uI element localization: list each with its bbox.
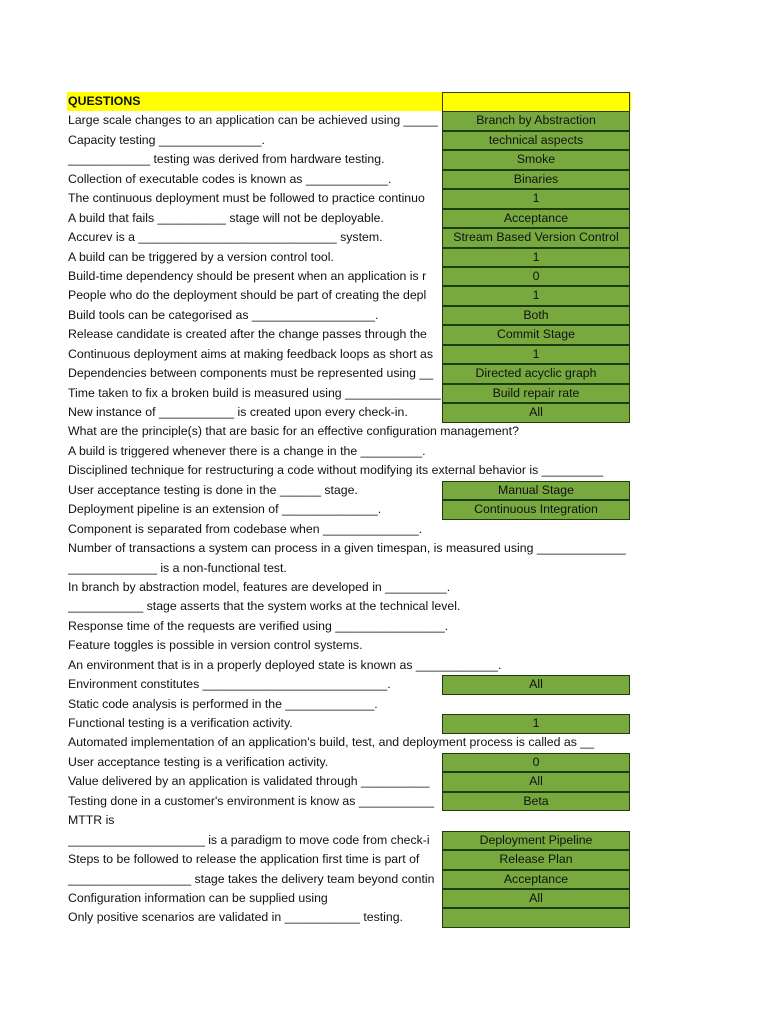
question-row bbox=[67, 384, 631, 403]
answer-cell[interactable]: Stream Based Version Control bbox=[442, 228, 630, 248]
answer-cell[interactable]: 0 bbox=[442, 267, 630, 287]
question-cell[interactable]: Testing done in a customer's environment is know as ___________ bbox=[68, 793, 435, 808]
answer-cell[interactable]: All bbox=[442, 889, 630, 909]
question-row bbox=[67, 695, 631, 714]
question-row bbox=[67, 131, 631, 150]
answer-cell[interactable]: Acceptance bbox=[442, 209, 630, 229]
answer-cell[interactable]: Branch by Abstraction bbox=[442, 111, 630, 131]
question-row bbox=[67, 228, 631, 247]
question-row bbox=[67, 597, 631, 616]
question-cell[interactable]: ____________ testing was derived from hardware testing. bbox=[68, 152, 385, 167]
question-cell[interactable]: A build is triggered whenever there is a change in the _________. bbox=[68, 443, 426, 458]
question-cell[interactable]: Capacity testing _______________. bbox=[68, 132, 265, 147]
question-row bbox=[67, 831, 631, 850]
question-row bbox=[67, 189, 631, 208]
answer-cell[interactable] bbox=[442, 908, 630, 928]
question-row bbox=[67, 559, 631, 578]
question-cell[interactable]: User acceptance testing is done in the ______ stage. bbox=[68, 482, 358, 497]
question-row bbox=[67, 753, 631, 772]
question-cell[interactable]: Response time of the requests are verified using ________________. bbox=[68, 618, 449, 633]
question-row bbox=[67, 636, 631, 655]
question-cell[interactable]: Component is separated from codebase when ______________. bbox=[68, 521, 423, 536]
question-row bbox=[67, 908, 631, 927]
question-cell[interactable]: An environment that is in a properly deployed state is known as ____________. bbox=[68, 657, 502, 672]
question-cell[interactable]: _____________ is a non-functional test. bbox=[68, 560, 287, 575]
question-cell[interactable]: Configuration information can be supplied using bbox=[68, 890, 328, 905]
question-row bbox=[67, 267, 631, 286]
question-row bbox=[67, 520, 631, 539]
answer-cell[interactable]: Smoke bbox=[442, 150, 630, 170]
question-row bbox=[67, 481, 631, 500]
question-cell[interactable]: Steps to be followed to release the application first time is part of bbox=[68, 852, 420, 867]
answer-cell[interactable]: Manual Stage bbox=[442, 481, 630, 501]
question-row bbox=[67, 539, 631, 558]
question-row bbox=[67, 461, 631, 480]
question-cell[interactable]: ____________________ is a paradigm to move code from check-i bbox=[68, 832, 430, 847]
question-cell[interactable]: ___________ stage asserts that the system works at the technical level. bbox=[68, 599, 461, 614]
spreadsheet bbox=[67, 92, 631, 928]
question-cell[interactable]: Release candidate is created after the change passes through the bbox=[68, 327, 427, 342]
question-row bbox=[67, 306, 631, 325]
question-row bbox=[67, 714, 631, 733]
question-cell[interactable]: Accurev is a _____________________________ system. bbox=[68, 230, 383, 245]
question-row bbox=[67, 578, 631, 597]
answer-cell[interactable]: 1 bbox=[442, 189, 630, 209]
answer-cell[interactable]: 0 bbox=[442, 753, 630, 773]
question-row bbox=[67, 403, 631, 422]
question-cell[interactable]: A build that fails __________ stage will not be deployable. bbox=[68, 210, 384, 225]
question-row bbox=[67, 325, 631, 344]
question-cell[interactable]: Feature toggles is possible in version control systems. bbox=[68, 638, 363, 653]
answer-cell[interactable]: 1 bbox=[442, 714, 630, 734]
answer-cell[interactable]: Acceptance bbox=[442, 870, 630, 890]
question-cell[interactable]: A build can be triggered by a version control tool. bbox=[68, 249, 334, 264]
question-row bbox=[67, 772, 631, 791]
answer-cell[interactable]: Release Plan bbox=[442, 850, 630, 870]
question-row bbox=[67, 345, 631, 364]
question-row bbox=[67, 617, 631, 636]
question-row bbox=[67, 733, 631, 752]
question-row bbox=[67, 500, 631, 519]
question-cell[interactable]: Number of transactions a system can process in a given timespan, is measured using _____________ bbox=[68, 541, 626, 556]
question-cell[interactable]: Value delivered by an application is validated through __________ bbox=[68, 774, 430, 789]
question-row bbox=[67, 656, 631, 675]
question-row bbox=[67, 870, 631, 889]
answer-cell[interactable]: Continuous Integration bbox=[442, 500, 630, 520]
question-cell[interactable]: Automated implementation of an application's build, test, and deployment process is called as __ bbox=[68, 735, 594, 750]
question-row bbox=[67, 811, 631, 830]
question-cell[interactable]: Disciplined technique for restructuring a code without modifying its external behavior is _________ bbox=[68, 463, 604, 478]
question-row bbox=[67, 111, 631, 130]
question-cell[interactable]: Collection of executable codes is known as ____________. bbox=[68, 171, 392, 186]
question-cell[interactable]: Build tools can be categorised as __________________. bbox=[68, 307, 379, 322]
answer-cell[interactable]: All bbox=[442, 403, 630, 423]
question-cell[interactable]: Continuous deployment aims at making feedback loops as short as bbox=[68, 346, 434, 361]
question-row bbox=[67, 170, 631, 189]
question-rows bbox=[67, 111, 631, 927]
header-row bbox=[67, 92, 631, 111]
question-cell[interactable]: Time taken to fix a broken build is measured using ______________ bbox=[68, 385, 441, 400]
answer-cell[interactable]: Deployment Pipeline bbox=[442, 831, 630, 851]
answer-header-cell[interactable] bbox=[442, 92, 630, 112]
question-row bbox=[67, 792, 631, 811]
question-row bbox=[67, 209, 631, 228]
answer-cell[interactable]: technical aspects bbox=[442, 131, 630, 151]
question-row bbox=[67, 850, 631, 869]
question-cell[interactable]: Large scale changes to an application can be achieved using _____ bbox=[68, 113, 438, 128]
question-row bbox=[67, 422, 631, 441]
question-cell[interactable]: User acceptance testing is a verification activity. bbox=[68, 754, 329, 769]
question-cell[interactable]: MTTR is bbox=[68, 813, 115, 828]
answer-cell[interactable]: 1 bbox=[442, 286, 630, 306]
question-cell[interactable]: Deployment pipeline is an extension of ______________. bbox=[68, 502, 382, 517]
question-row bbox=[67, 889, 631, 908]
question-cell[interactable]: People who do the deployment should be part of creating the depl bbox=[68, 288, 427, 303]
answer-cell[interactable]: 1 bbox=[442, 345, 630, 365]
question-row bbox=[67, 248, 631, 267]
answer-cell[interactable]: Beta bbox=[442, 792, 630, 812]
question-cell[interactable]: In branch by abstraction model, features are developed in _________. bbox=[68, 579, 451, 594]
question-cell[interactable]: New instance of ___________ is created upon every check-in. bbox=[68, 405, 408, 419]
question-cell[interactable]: Build-time dependency should be present when an application is r bbox=[68, 268, 427, 283]
question-cell[interactable]: What are the principle(s) that are basic for an effective configuration management? bbox=[68, 424, 519, 439]
question-row bbox=[67, 286, 631, 305]
answer-cell[interactable]: Directed acyclic graph bbox=[442, 364, 630, 384]
questions-header: QUESTIONS bbox=[68, 94, 141, 108]
question-cell[interactable]: Static code analysis is performed in the _____________. bbox=[68, 696, 378, 711]
question-row bbox=[67, 675, 631, 694]
answer-cell[interactable]: Build repair rate bbox=[442, 384, 630, 404]
question-cell[interactable]: __________________ stage takes the delivery team beyond contin bbox=[68, 871, 435, 886]
answer-cell[interactable]: 1 bbox=[442, 248, 630, 268]
answer-cell[interactable]: Commit Stage bbox=[442, 325, 630, 345]
question-cell[interactable]: Only positive scenarios are validated in ___________ testing. bbox=[68, 910, 403, 925]
answer-cell[interactable]: Both bbox=[442, 306, 630, 326]
question-row bbox=[67, 442, 631, 461]
question-cell[interactable]: The continuous deployment must be followed to practice continuo bbox=[68, 191, 425, 206]
question-cell[interactable]: Functional testing is a verification activity. bbox=[68, 716, 293, 730]
question-cell[interactable]: Environment constitutes ___________________________. bbox=[68, 677, 391, 692]
answer-cell[interactable]: Binaries bbox=[442, 170, 630, 190]
question-row bbox=[67, 150, 631, 169]
question-cell[interactable]: Dependencies between components must be represented using __ bbox=[68, 366, 434, 381]
answer-cell[interactable]: All bbox=[442, 772, 630, 792]
question-row bbox=[67, 364, 631, 383]
answer-cell[interactable]: All bbox=[442, 675, 630, 695]
